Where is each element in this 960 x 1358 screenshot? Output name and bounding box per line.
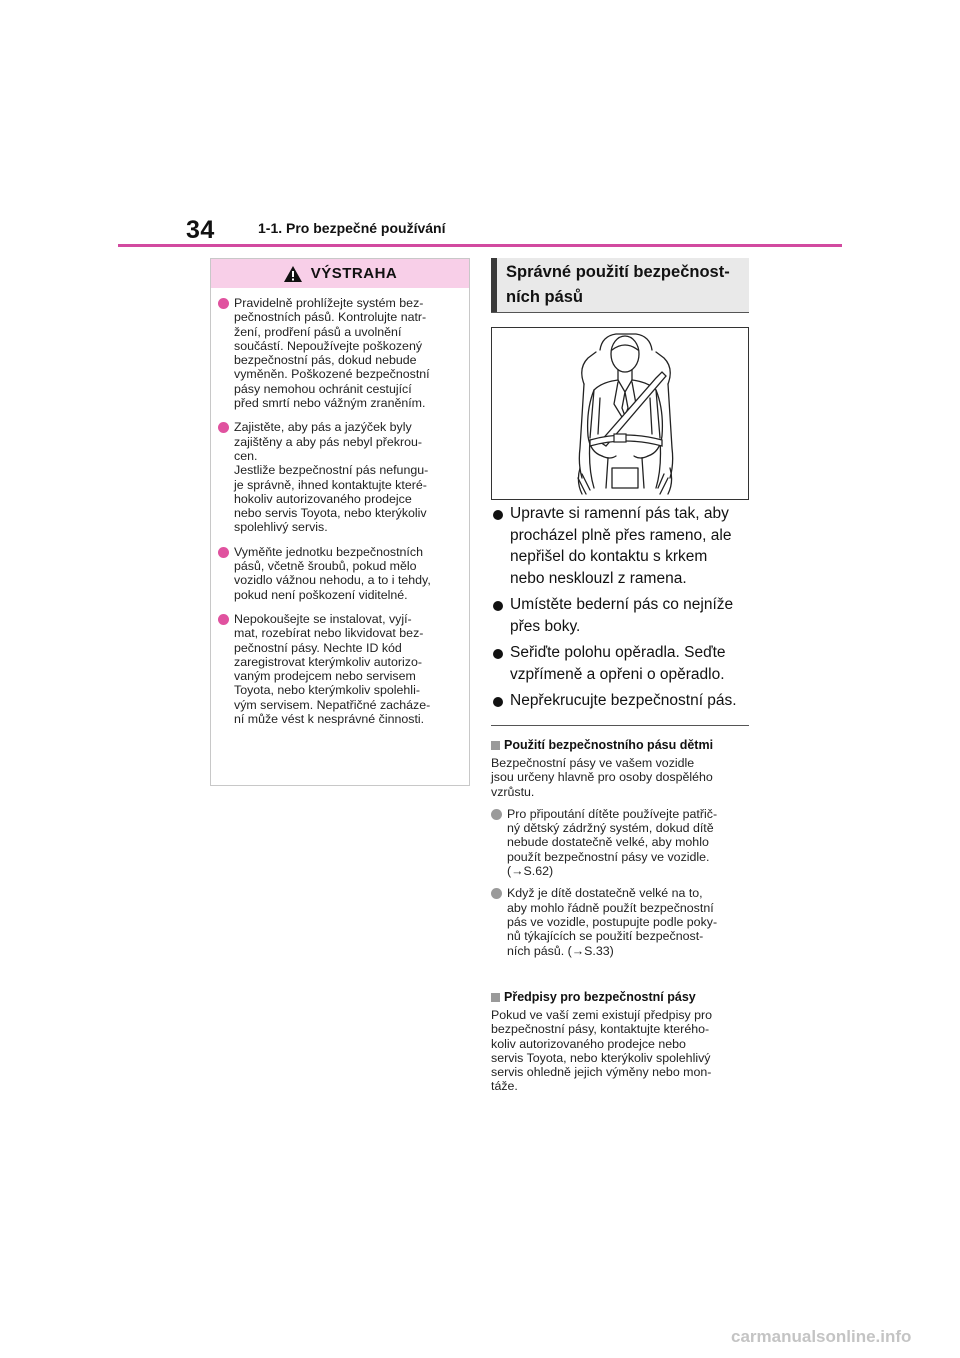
list-item: [491, 886, 757, 957]
heading-rule: [491, 312, 749, 313]
warning-list: [211, 288, 469, 726]
bullet-icon: [493, 697, 503, 707]
list-item: [491, 642, 761, 685]
subsection-intro: Bezpečnostní pásy ve vašem vozidle jsou určeny hlavně pro osoby dospělého vzrůstu.: [491, 756, 713, 799]
list-item-text: Pro připoutání dítěte používejte patřič- ný dětský zádržný systém, dokud dítě nebude dostatečně velké, aby mohlo použít bezpečnostní pásy ve vozidle. (→S.62): [507, 806, 718, 879]
warning-item-text: Vyměňte jednotku bezpečnostních pásů, včetně šroubů, pokud mělo vozidlo vážnou nehodu, a to i tehdy, pokud není poškození viditelné.: [234, 544, 431, 602]
seated-person-illustration: [492, 328, 748, 499]
warning-item-text: Zajistěte, aby pás a jazýček byly zajištěny a aby pás nebyl překrou- cen. Jestliže bezpečnostní pás nefungu- je správně, ihned kontaktujte které- hokoliv autorizovaného prodejce nebo servis Toyota, nebo kterýkoliv spolehlivý servis.: [234, 420, 429, 535]
warning-box: [210, 258, 470, 786]
main-bullet-list: [491, 503, 761, 717]
subsection-title: Použití bezpečnostního pásu dětmi: [504, 738, 714, 752]
bullet-icon: [491, 809, 502, 820]
warning-triangle-icon: [283, 265, 303, 283]
separator-rule: [491, 725, 749, 726]
bullet-icon: [218, 422, 229, 433]
bullet-icon: [218, 547, 229, 558]
warning-item: [218, 545, 461, 602]
warning-header: [211, 259, 469, 288]
header-rule: [118, 244, 842, 247]
list-item: [491, 503, 761, 589]
list-item: [491, 594, 761, 637]
page-number: 34: [186, 216, 215, 244]
section-title: 1-1. Pro bezpečné používání: [258, 220, 446, 236]
warning-item: [218, 612, 461, 726]
bullet-icon: [493, 649, 503, 659]
subsection-heading: [491, 990, 757, 1004]
section-heading: [491, 258, 749, 312]
seatbelt-illustration: [491, 327, 749, 500]
bullet-icon: [491, 888, 502, 899]
watermark: carmanualsonline.info: [731, 1327, 912, 1346]
subsection-text: Pokud ve vaší zemi existují předpisy pro bezpečnostní pásy, kontaktujte kteréhо- koliv autorizovaného prodejce nebo servis Toyota, nebo kterýkoliv spolehlivý servis ohledně jejich výměny nebo mon- táže.: [491, 1008, 713, 1094]
list-item-text: Umístěte bederní pás co nejníže přes boky.: [510, 596, 734, 635]
warning-item: [218, 420, 461, 534]
subsection-heading: [491, 738, 757, 752]
square-bullet-icon: [491, 741, 500, 750]
bullet-icon: [493, 601, 503, 611]
bullet-icon: [493, 510, 503, 520]
warning-item-text: Nepokoušejte se instalovat, vyjí- mat, rozebírat nebo likvidovat bez- pečnostní pásy. Nechte ID kód zaregistrovat kterýmkoliv autorizo- vaným prodejcem nebo servisem Toyota, nebo kterýmkoliv spolehli- vým servisem. Nepatřičné zacháze- ní může vést k nesprávné činnosti.: [234, 611, 431, 727]
children-section: [491, 738, 757, 966]
list-item: [491, 690, 761, 712]
bullet-icon: [218, 298, 229, 309]
bullet-icon: [218, 614, 229, 625]
list-item-text: Nepřekrucujte bezpečnostní pás.: [510, 692, 737, 709]
subsection-title: Předpisy pro bezpečnostní pásy: [504, 990, 696, 1004]
section-heading-text: Správné použití bezpečnost- ních pásů: [506, 263, 730, 306]
square-bullet-icon: [491, 993, 500, 1002]
regulations-section: [491, 990, 757, 1102]
warning-item: [218, 296, 461, 410]
list-item-text: Upravte si ramenní pás tak, aby procházel plně přes rameno, ale nepřišel do kontaktu s krkem nebo nesklouzl z ramena.: [510, 505, 732, 587]
warning-title: VÝSTRAHA: [310, 265, 398, 282]
list-item: [491, 807, 757, 878]
warning-item-text: Pravidelně prohlížejte systém bez- pečnostních pásů. Kontrolujte natr- žení, prodření pásů a uvolnění součástí. Nepoužívejte poškozený bezpečnostní pás, dokud nebude vyměněn. Poškozené bezpečnostní pásy nemohou ochránit cestující před smrtí nebo vážným zraněním.: [234, 296, 430, 411]
list-item-text: Seřiďte polohu opěradla. Seďte vzpřímeně a opřeni o opěradlo.: [510, 644, 726, 683]
list-item-text: Když je dítě dostatečně velké na to, aby mohlo řádně použít bezpečnostní pás ve vozidle, postupujte podle poky- nů týkajících se použití bezpečnost- ních pásů. (→S.33): [507, 886, 718, 958]
